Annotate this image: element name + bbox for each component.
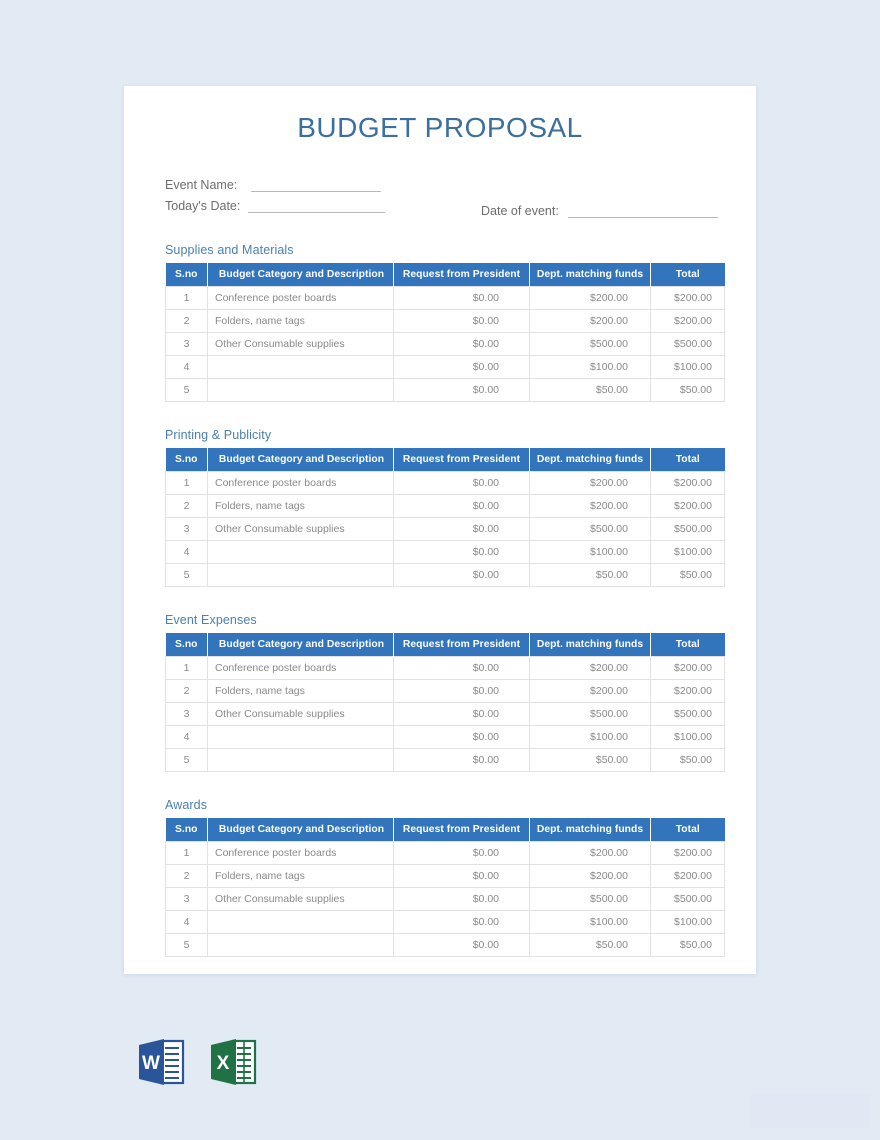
column-header-request: Request from President [394,818,530,842]
cell-dept[interactable]: $100.00 [530,911,651,934]
budget-section [165,613,715,772]
cell-dept[interactable]: $50.00 [530,564,651,587]
table-row [166,680,725,703]
cell-sno[interactable]: 3 [166,518,208,541]
word-document-icon[interactable] [136,1036,186,1088]
cell-total[interactable]: $200.00 [651,310,725,333]
cell-description[interactable]: Other Consumable supplies [208,333,394,356]
cell-sno[interactable]: 5 [166,934,208,957]
cell-description[interactable] [208,356,394,379]
cell-sno[interactable]: 3 [166,333,208,356]
date-of-event-row [481,197,718,218]
cell-sno[interactable]: 2 [166,495,208,518]
event-name-row [165,171,718,192]
cell-total[interactable]: $500.00 [651,333,725,356]
cell-request[interactable]: $0.00 [394,703,530,726]
cell-total[interactable]: $200.00 [651,495,725,518]
column-header-dept: Dept. matching funds [530,818,651,842]
table-row [166,865,725,888]
column-header-description: Budget Category and Description [208,448,394,472]
cell-total[interactable]: $50.00 [651,379,725,402]
table-row [166,518,725,541]
cell-sno[interactable]: 3 [166,703,208,726]
cell-sno[interactable]: 2 [166,865,208,888]
table-header-row [166,633,725,657]
cell-request[interactable]: $0.00 [394,934,530,957]
cell-request[interactable]: $0.00 [394,333,530,356]
cell-total[interactable]: $50.00 [651,564,725,587]
cell-description[interactable] [208,749,394,772]
cell-description[interactable] [208,911,394,934]
excel-document-icon[interactable] [208,1036,258,1088]
event-name-label: Event Name: [165,178,238,192]
cell-request[interactable]: $0.00 [394,564,530,587]
cell-dept[interactable]: $500.00 [530,518,651,541]
column-header-sno: S.no [166,263,208,287]
column-header-sno: S.no [166,633,208,657]
budget-table [165,633,725,772]
cell-dept[interactable]: $200.00 [530,680,651,703]
cell-request[interactable]: $0.00 [394,472,530,495]
cell-request[interactable]: $0.00 [394,287,530,310]
column-header-sno: S.no [166,448,208,472]
cell-dept[interactable]: $200.00 [530,842,651,865]
cell-dept[interactable]: $100.00 [530,726,651,749]
cell-request[interactable]: $0.00 [394,495,530,518]
cell-description[interactable]: Other Consumable supplies [208,518,394,541]
cell-dept[interactable]: $50.00 [530,379,651,402]
cell-sno[interactable]: 5 [166,564,208,587]
cell-dept[interactable]: $200.00 [530,495,651,518]
table-row [166,657,725,680]
cell-request[interactable]: $0.00 [394,541,530,564]
cell-description[interactable]: Other Consumable supplies [208,888,394,911]
section-title: Supplies and Materials [165,243,294,257]
budget-table [165,263,725,402]
budget-sections [124,243,756,957]
cell-dept[interactable]: $200.00 [530,472,651,495]
cell-description[interactable]: Other Consumable supplies [208,703,394,726]
cell-description[interactable]: Conference poster boards [208,657,394,680]
table-row [166,564,725,587]
column-header-total: Total [651,263,725,287]
column-header-description: Budget Category and Description [208,818,394,842]
cell-total[interactable]: $100.00 [651,356,725,379]
cell-dept[interactable]: $200.00 [530,287,651,310]
cell-total[interactable]: $500.00 [651,518,725,541]
cell-sno[interactable]: 4 [166,356,208,379]
cell-request[interactable]: $0.00 [394,680,530,703]
cell-total[interactable]: $100.00 [651,911,725,934]
cell-request[interactable]: $0.00 [394,888,530,911]
event-info-form [124,171,756,219]
page-title: BUDGET PROPOSAL [297,112,583,143]
table-row [166,356,725,379]
date-of-event-label: Date of event: [481,204,559,218]
cell-dept[interactable]: $50.00 [530,749,651,772]
cell-dept[interactable]: $500.00 [530,703,651,726]
cell-dept[interactable]: $100.00 [530,356,651,379]
table-row [166,310,725,333]
cell-dept[interactable]: $50.00 [530,934,651,957]
cell-description[interactable]: Conference poster boards [208,842,394,865]
cell-total[interactable]: $500.00 [651,703,725,726]
column-header-total: Total [651,818,725,842]
cell-description[interactable]: Folders, name tags [208,310,394,333]
cell-sno[interactable]: 4 [166,541,208,564]
cell-sno[interactable]: 5 [166,379,208,402]
column-header-sno: S.no [166,818,208,842]
date-of-event-input[interactable] [568,205,718,218]
todays-date-input[interactable] [248,200,385,213]
table-row [166,379,725,402]
cell-sno[interactable]: 1 [166,842,208,865]
cell-total[interactable]: $200.00 [651,680,725,703]
column-header-request: Request from President [394,263,530,287]
cell-dept[interactable]: $200.00 [530,865,651,888]
cell-request[interactable]: $0.00 [394,518,530,541]
table-header-row [166,818,725,842]
budget-section [165,243,715,402]
table-row [166,888,725,911]
cell-description[interactable] [208,934,394,957]
cell-description[interactable] [208,726,394,749]
budget-table [165,448,725,587]
section-title: Event Expenses [165,613,257,627]
cell-sno[interactable]: 2 [166,680,208,703]
column-header-description: Budget Category and Description [208,263,394,287]
cell-total[interactable]: $50.00 [651,749,725,772]
column-header-total: Total [651,448,725,472]
table-row [166,333,725,356]
cell-dept[interactable]: $500.00 [530,888,651,911]
table-header-row [166,263,725,287]
cell-sno[interactable]: 2 [166,310,208,333]
table-row [166,495,725,518]
cell-request[interactable]: $0.00 [394,911,530,934]
cell-description[interactable]: Folders, name tags [208,680,394,703]
cell-sno[interactable]: 3 [166,888,208,911]
cell-sno[interactable]: 1 [166,472,208,495]
budget-section [165,428,715,587]
table-row [166,911,725,934]
budget-table [165,818,725,957]
cell-total[interactable]: $50.00 [651,934,725,957]
cell-request[interactable]: $0.00 [394,865,530,888]
cell-total[interactable]: $200.00 [651,472,725,495]
section-title: Awards [165,798,208,812]
cell-request[interactable]: $0.00 [394,842,530,865]
cell-description[interactable]: Conference poster boards [208,287,394,310]
column-header-description: Budget Category and Description [208,633,394,657]
cell-dept[interactable]: $500.00 [530,333,651,356]
table-row [166,842,725,865]
table-row [166,726,725,749]
cell-sno[interactable]: 1 [166,287,208,310]
cell-total[interactable]: $200.00 [651,842,725,865]
budget-section [165,798,715,957]
table-row [166,934,725,957]
budget-proposal-document [124,86,756,974]
cell-request[interactable]: $0.00 [394,310,530,333]
cell-sno[interactable]: 5 [166,749,208,772]
cell-sno[interactable]: 1 [166,657,208,680]
svg-text:X: X [216,1053,230,1074]
table-row [166,472,725,495]
column-header-dept: Dept. matching funds [530,263,651,287]
cell-dept[interactable]: $200.00 [530,657,651,680]
cell-total[interactable]: $200.00 [651,657,725,680]
event-name-input[interactable] [251,179,381,192]
cell-total[interactable]: $200.00 [651,865,725,888]
table-row [166,703,725,726]
todays-date-label: Today's Date: [165,199,241,213]
cell-dept[interactable]: $200.00 [530,310,651,333]
cell-dept[interactable]: $100.00 [530,541,651,564]
cell-total[interactable]: $100.00 [651,541,725,564]
table-row [166,749,725,772]
column-header-request: Request from President [394,448,530,472]
cell-total[interactable]: $200.00 [651,287,725,310]
cell-description[interactable]: Folders, name tags [208,495,394,518]
cell-description[interactable]: Conference poster boards [208,472,394,495]
table-header-row [166,448,725,472]
column-header-dept: Dept. matching funds [530,633,651,657]
table-row [166,541,725,564]
table-row [166,287,725,310]
cell-description[interactable] [208,379,394,402]
cell-request[interactable]: $0.00 [394,749,530,772]
cell-description[interactable] [208,541,394,564]
cell-description[interactable]: Folders, name tags [208,865,394,888]
cell-request[interactable]: $0.00 [394,657,530,680]
section-title: Printing & Publicity [165,428,272,442]
cell-sno[interactable]: 4 [166,726,208,749]
cell-sno[interactable]: 4 [166,911,208,934]
column-header-request: Request from President [394,633,530,657]
file-format-icons [136,1036,258,1088]
cell-description[interactable] [208,564,394,587]
cell-request[interactable]: $0.00 [394,726,530,749]
cell-total[interactable]: $500.00 [651,888,725,911]
column-header-dept: Dept. matching funds [530,448,651,472]
column-header-total: Total [651,633,725,657]
cell-request[interactable]: $0.00 [394,356,530,379]
cell-request[interactable]: $0.00 [394,379,530,402]
cell-total[interactable]: $100.00 [651,726,725,749]
watermark [750,1094,870,1128]
svg-text:W: W [142,1053,160,1074]
